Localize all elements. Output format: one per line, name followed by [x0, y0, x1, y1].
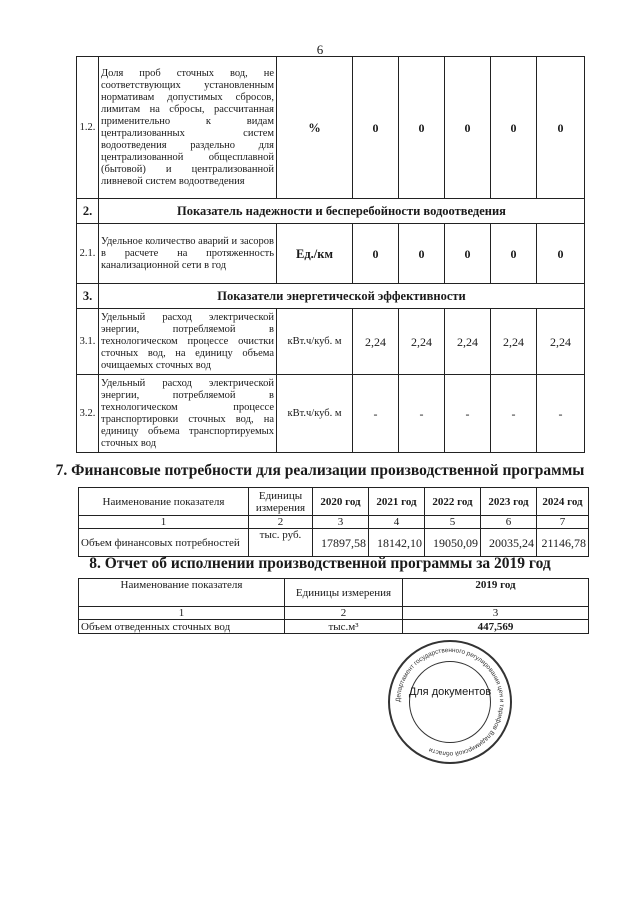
- col-header: Наименование показателя: [79, 488, 249, 516]
- table-row: [77, 375, 585, 453]
- indicator-description: Удельный расход электрической энергии, потребляемой в технологическом процессе транспортировки сточных вод, на единицу объема транспортируемых сточных вод: [99, 375, 277, 453]
- col-header: 2024 год: [537, 488, 589, 516]
- value-cell: -: [491, 375, 537, 453]
- svg-text:Департамент государственного р: Департамент государственного регулирования цен и тарифов Владимирской области: [394, 646, 506, 758]
- value-cell: 0: [537, 57, 585, 199]
- value-cell: 447,569: [403, 620, 589, 634]
- indicator-description: Доля проб сточных вод, не соответствующих установленным нормативам допустимых сбросов, лимитам на сбросы, рассчитанная применительно к видам централизованных систем водоотведения раздельно для централизованной общесплавной (бытовой) и централизованной ливневой систем водоотведения: [99, 57, 277, 199]
- stamp-center-text: Для документов: [408, 686, 492, 698]
- index-cell: 4: [369, 516, 425, 529]
- value-cell: 20035,24: [481, 529, 537, 557]
- section-row: [77, 199, 585, 224]
- index-cell: 1: [79, 607, 285, 620]
- value-cell: -: [445, 375, 491, 453]
- row-number: 3.1.: [77, 309, 99, 375]
- indicator-name: Объем финансовых потребностей: [79, 529, 249, 557]
- indicator-name: Объем отведенных сточных вод: [79, 620, 285, 634]
- value-cell: 0: [399, 57, 445, 199]
- section-7-heading: 7. Финансовые потребности для реализации производственной программы: [55, 462, 585, 479]
- unit-cell: Ед./км: [277, 224, 353, 284]
- index-cell: 2: [285, 607, 403, 620]
- col-header: 2022 год: [425, 488, 481, 516]
- official-stamp: [388, 640, 512, 764]
- col-header: 2021 год: [369, 488, 425, 516]
- value-cell: 19050,09: [425, 529, 481, 557]
- unit-cell: кВт.ч/куб. м: [277, 309, 353, 375]
- col-header: Наименование показателя: [79, 579, 285, 607]
- value-cell: -: [399, 375, 445, 453]
- value-cell: 0: [353, 224, 399, 284]
- section-row: [77, 284, 585, 309]
- financial-needs-table: [78, 487, 589, 557]
- index-cell: 1: [79, 516, 249, 529]
- index-cell: 2: [249, 516, 313, 529]
- index-cell: 3: [313, 516, 369, 529]
- unit-cell: тыс.м³: [285, 620, 403, 634]
- unit-cell: %: [277, 57, 353, 199]
- row-number: 1.2.: [77, 57, 99, 199]
- index-cell: 5: [425, 516, 481, 529]
- col-header: 2020 год: [313, 488, 369, 516]
- value-cell: 0: [491, 57, 537, 199]
- value-cell: 0: [491, 224, 537, 284]
- table-header-row: [79, 579, 589, 607]
- section-title: Показатели энергетической эффективности: [99, 284, 585, 309]
- value-cell: 0: [445, 57, 491, 199]
- row-number: 2.1.: [77, 224, 99, 284]
- table-row: [77, 57, 585, 199]
- section-title: Показатель надежности и бесперебойности водоотведения: [99, 199, 585, 224]
- stamp-inner-circle: [409, 661, 491, 743]
- value-cell: 17897,58: [313, 529, 369, 557]
- value-cell: 2,24: [353, 309, 399, 375]
- row-number: 3.2.: [77, 375, 99, 453]
- unit-cell: тыс. руб.: [249, 529, 313, 557]
- section-number: 3.: [77, 284, 99, 309]
- unit-cell: кВт.ч/куб. м: [277, 375, 353, 453]
- value-cell: 2,24: [491, 309, 537, 375]
- index-row: [79, 516, 589, 529]
- table-row: [77, 309, 585, 375]
- section-8-heading: 8. Отчет об исполнении производственной программы за 2019 год: [89, 555, 551, 572]
- execution-report-table: [78, 578, 589, 634]
- value-cell: 0: [353, 57, 399, 199]
- value-cell: 0: [399, 224, 445, 284]
- value-cell: -: [537, 375, 585, 453]
- page-number: 6: [316, 42, 324, 57]
- table-row: [79, 529, 589, 557]
- table-row: [77, 224, 585, 284]
- col-header: Единицы измерения: [285, 579, 403, 607]
- index-row: [79, 607, 589, 620]
- index-cell: 3: [403, 607, 589, 620]
- col-header: Единицы измерения: [249, 488, 313, 516]
- index-cell: 6: [481, 516, 537, 529]
- table-header-row: [79, 488, 589, 516]
- table-row: [79, 620, 589, 634]
- value-cell: 0: [445, 224, 491, 284]
- indicator-description: Удельный расход электрической энергии, потребляемой в технологическом процессе очистки сточных вод, на единицу объема очищаемых сточных вод: [99, 309, 277, 375]
- value-cell: 0: [537, 224, 585, 284]
- col-header: 2023 год: [481, 488, 537, 516]
- section-number: 2.: [77, 199, 99, 224]
- value-cell: 2,24: [399, 309, 445, 375]
- value-cell: 2,24: [537, 309, 585, 375]
- indicators-table: [76, 56, 585, 453]
- index-cell: 7: [537, 516, 589, 529]
- value-cell: 18142,10: [369, 529, 425, 557]
- indicator-description: Удельное количество аварий и засоров в расчете на протяженность канализационной сети в год: [99, 224, 277, 284]
- value-cell: 2,24: [445, 309, 491, 375]
- value-cell: 21146,78: [537, 529, 589, 557]
- col-header: 2019 год: [403, 579, 589, 607]
- value-cell: -: [353, 375, 399, 453]
